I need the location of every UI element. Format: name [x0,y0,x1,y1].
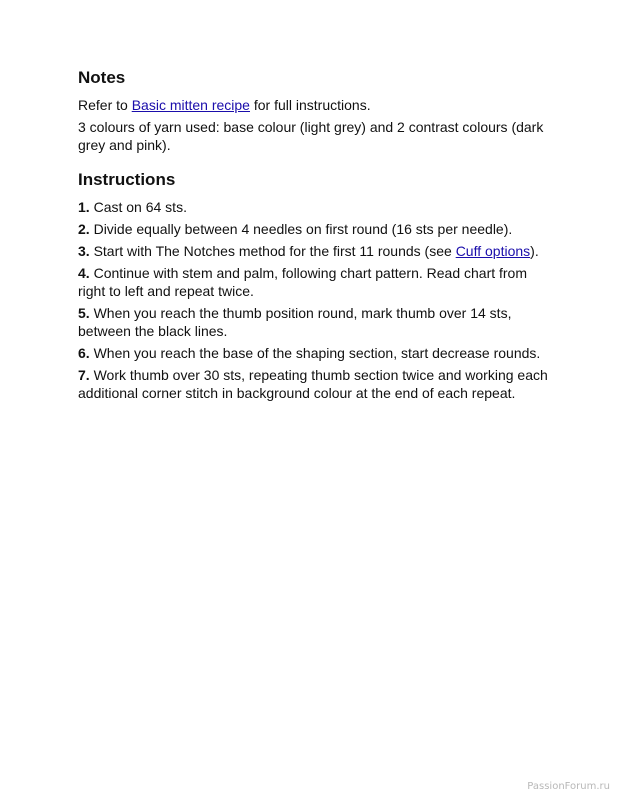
step-4 [78,264,558,300]
yarn-paragraph: 3 colours of yarn used: base colour (light grey) and 2 contrast colours (dark grey and pink). [78,119,544,153]
step-number: 6. [78,345,90,361]
step-number: 2. [78,221,90,237]
step-number: 5. [78,305,90,321]
notes-heading: Notes [78,68,126,87]
step-3 [78,242,558,260]
step-text: Continue with stem and palm, following chart pattern. Read chart from right to left and repeat twice. [78,265,528,299]
step-text: Divide equally between 4 needles on first round (16 sts per needle). [89,221,513,237]
step-text-after: ). [530,243,539,259]
basic-mitten-recipe-link[interactable]: Basic mitten recipe [131,97,250,113]
step-5 [78,304,558,340]
step-2 [78,220,558,238]
step-7 [78,366,558,402]
step-number: 3. [78,243,90,259]
step-text: When you reach the base of the shaping section, start decrease rounds. [89,345,541,361]
instructions-heading: Instructions [78,170,176,189]
step-number: 1. [78,199,90,215]
watermark: PassionForum.ru [527,781,610,792]
step-text: Start with The Notches method for the first 11 rounds (see [89,243,456,259]
step-6 [78,344,558,362]
document-page [78,62,558,406]
step-text: When you reach the thumb position round, mark thumb over 14 sts, between the black lines. [78,305,512,339]
refer-prefix: Refer to [78,97,132,113]
step-text: Work thumb over 30 sts, repeating thumb section twice and working each additional corner stitch in background colour at the end of each repeat. [78,367,548,401]
refer-suffix: for full instructions. [249,97,371,113]
cuff-options-link[interactable]: Cuff options [455,243,531,259]
refer-paragraph [78,96,558,114]
step-number: 4. [78,265,90,281]
step-1 [78,198,558,216]
step-number: 7. [78,367,90,383]
step-text: Cast on 64 sts. [89,199,187,215]
